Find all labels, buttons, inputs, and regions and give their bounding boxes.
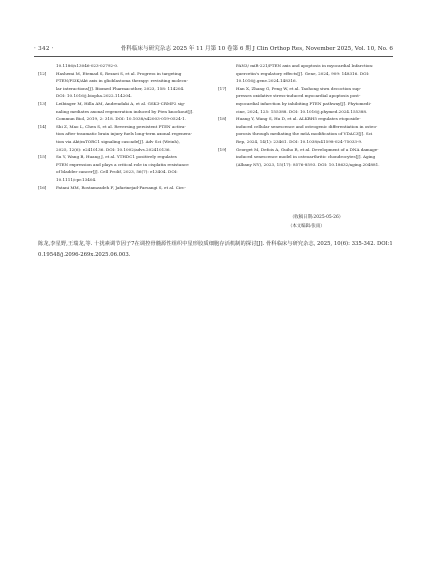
- reference-text: Leibinger M, Hilla AM, Andreadaki A, et al. GSK3-CRMP2 sig- naling mediates axonal regeneration induced by Pten knockout[J]. Commun Biol, 2019, 2: 318. DOI: 10.1038/s42003-019-0524-1.: [56, 100, 194, 122]
- reference-number: [13]: [38, 100, 47, 106]
- running-header: [34, 44, 393, 56]
- page-number: · 342 ·: [34, 46, 54, 53]
- references-right-column: [218, 62, 393, 168]
- reference-text: Han X, Zhang G, Peng W, et al. Taohong siwu decoction sup- presses oxidative stress-induced myocardial apoptosis post- myocardial infarction by inhibiting PTEN pathway[J]. Phytomedi- cine, 2024, 125: 155388. DOI: 10.1016/j.phymed.2024.155388.: [236, 85, 372, 114]
- reference-number: [14]: [38, 123, 47, 129]
- reference-item: [38, 184, 213, 192]
- received-date: （收稿日期:2025-05-26）: [290, 215, 344, 220]
- references-left-column: [38, 62, 213, 191]
- reference-text: Su Y, Wang B, Huang J, et al. YTHDC1 positively regulates PTEN expression and plays a critical role in cisplatin resistance of bladder cancer[J]. Cell Prolif, 2023, 56(7): e13404. DOI: 10.1111/cpr.13404.: [56, 154, 189, 182]
- reference-item: [38, 100, 213, 123]
- reference-text: Hashemi M, Etemad S, Rezaei S, et al. Progress in targeting PTEN/PI3K/Akt axis in glioblastoma therapy: revisiting molecu- lar interactions[J]. Biomed Pharmacother, 2023, 158: 114204. DOI: 10.1016/j.biopha.2022.114204.: [56, 70, 188, 99]
- journal-info: 骨科临床与研究杂志 2025 年 11 月第 10 卷第 6 期 J Clin Orthop Res, November 2025, Vol. 10, No. 6: [120, 46, 393, 53]
- reference-text: Fatani MM, Rostamzadeh F, Jafarinejad-Farsangi S, et al. Circ-: [56, 184, 186, 190]
- reference-item: [218, 62, 393, 85]
- reference-number: [17]: [218, 85, 227, 91]
- reference-item: [38, 70, 213, 100]
- reference-number: [15]: [38, 154, 47, 160]
- reference-number: [19]: [218, 146, 227, 152]
- reference-number: [16]: [38, 184, 47, 190]
- reference-text: Georget M, Defois A, Guiho R, et al. Development of a DNA damage- induced senescence model in osteoarthritic chondrocytes[J]. Aging (Albany NY), 2023, 15(17): 8576-8593. DOI: 10.18632/aging.204881.: [236, 146, 380, 167]
- reference-number: [18]: [218, 116, 227, 122]
- header-divider: [34, 56, 393, 57]
- citation-block: 陈龙,李星野,王瑞龙,等. 十扰素调节因子7在调控骨髓源性组织中星形胶质细胞存活机制的探讨[J]. 骨科临床与研究杂志, 2025, 10(6): 335-342. DOI:10.19548/j.2096-269x.2025.06.003.: [38, 241, 393, 258]
- reference-item: [38, 62, 213, 70]
- reference-text: PAN3/ miR-221/PTEN axis and apoptosis in myocardial Infarction: quercetin's regulatory effects[J]. Gene, 2024, 909: 148316. DOI: 10.1016/j.gene.2024.148316.: [236, 63, 374, 84]
- reference-number: [12]: [38, 70, 47, 76]
- reference-item: [38, 123, 213, 153]
- reference-item: [218, 146, 393, 169]
- editor-note: （本文编辑:张雨）: [288, 224, 325, 229]
- reference-text: Shi Z, Mao L, Chen S, et al. Reversing persistent PTEN activa- tion after traumatic brain injury fuels long-term axonal regenera- tion via Akt/mTORC1 signaling cascade[J]. Adv Sci (Weinh), 2025, 12(6): e2410136. DOI: 10.1002/advs.202410136.: [56, 123, 192, 152]
- reference-item: [218, 85, 393, 115]
- reference-text: Huang Y, Wang S, Hu D, et al. ALKBH5 regulates etoposide- induced cellular senescence and osteogenic differentiation in osteo- porosis through mediating the m6A modification of VDAC3[J]. Sci Rep, 2024, 14(1): 23461. DOI: 10.1038/s41598-024-75033-9.: [236, 116, 378, 144]
- reference-item: [218, 115, 393, 145]
- reference-item: [38, 153, 213, 183]
- reference-text: 10.1186/s13046-023-02792-0.: [56, 63, 119, 68]
